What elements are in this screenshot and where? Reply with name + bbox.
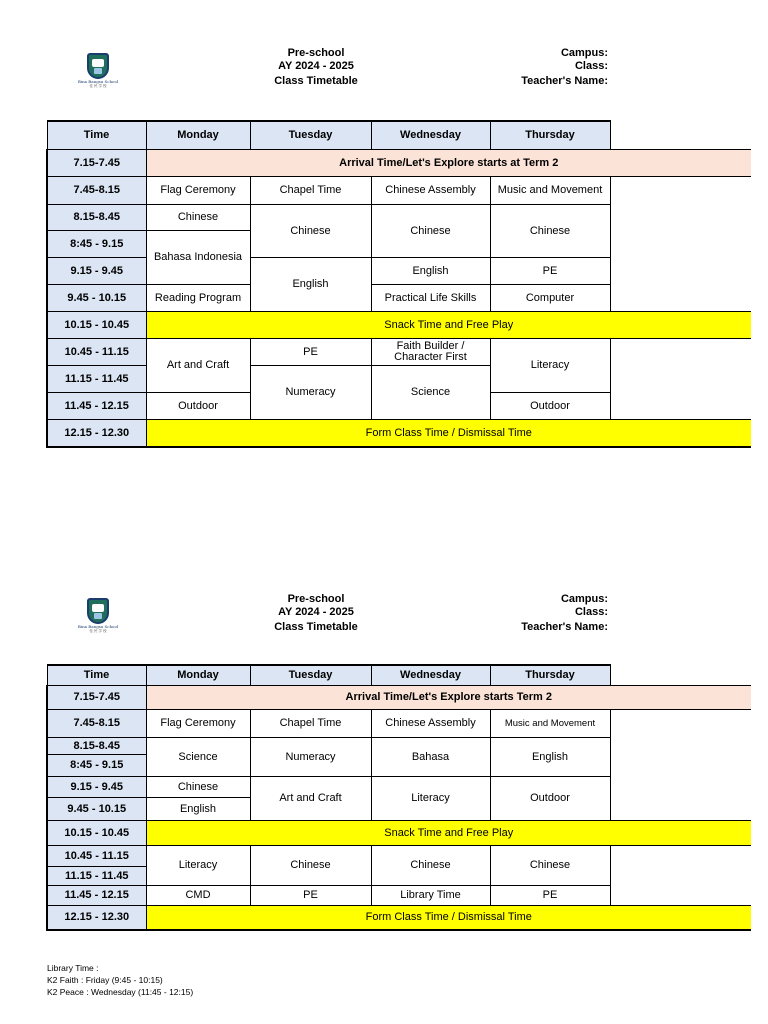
- arrival-cell: Arrival Time/Let's Explore starts at Term 2: [146, 149, 751, 176]
- table-row: [47, 709, 751, 737]
- time-cell: 10.45 - 11.15: [47, 338, 146, 365]
- time-cell: 8:45 - 9.15: [47, 754, 146, 776]
- time-cell: 10.15 - 10.45: [47, 820, 146, 845]
- table-row: [47, 338, 751, 365]
- empty-cell: [610, 284, 751, 311]
- col-header-tuesday: Tuesday: [250, 121, 371, 149]
- class-label: Class:: [574, 606, 608, 618]
- col-header-tuesday: Tuesday: [250, 665, 371, 685]
- time-cell: 12.15 - 12.30: [47, 905, 146, 930]
- lesson-cell: Chinese: [250, 845, 371, 885]
- lesson-cell: English: [371, 257, 490, 284]
- school-crest-icon: [87, 53, 109, 79]
- table-row: [47, 419, 751, 447]
- info-block: [470, 593, 608, 634]
- lesson-cell: Chinese: [490, 845, 610, 885]
- table-row: [47, 885, 751, 905]
- school-crest-icon: [87, 598, 109, 624]
- time-cell: 9.45 - 10.15: [47, 284, 146, 311]
- school-name: Bina Bangsa School: [77, 79, 119, 84]
- title-line-3: Class Timetable: [274, 75, 358, 87]
- table-row: [47, 737, 751, 754]
- empty-cell: [610, 885, 751, 905]
- time-cell: 7.45-8.15: [47, 709, 146, 737]
- timetable-2: [46, 664, 751, 931]
- empty-cell: [610, 204, 751, 230]
- col-header-monday: Monday: [146, 665, 250, 685]
- col-header-wednesday: Wednesday: [371, 665, 490, 685]
- lesson-cell: PE: [250, 885, 371, 905]
- lesson-cell: Chinese Assembly: [371, 709, 490, 737]
- lesson-cell: Computer: [490, 284, 610, 311]
- time-cell: 11.15 - 11.45: [47, 866, 146, 885]
- col-header-thursday: Thursday: [490, 121, 610, 149]
- lesson-cell: Chinese: [146, 776, 250, 797]
- lesson-cell: Numeracy: [250, 365, 371, 419]
- table-row: [47, 905, 751, 930]
- time-cell: 8:45 - 9.15: [47, 230, 146, 257]
- table-row: [47, 176, 751, 204]
- empty-cell: [610, 365, 751, 392]
- lesson-cell: Science: [146, 737, 250, 776]
- time-cell: 11.45 - 12.15: [47, 392, 146, 419]
- campus-label: Campus:: [560, 593, 608, 605]
- lesson-cell: Bahasa: [371, 737, 490, 776]
- lesson-cell: Numeracy: [250, 737, 371, 776]
- table-row: [47, 820, 751, 845]
- lesson-cell: Outdoor: [490, 776, 610, 820]
- table-row: [47, 776, 751, 797]
- snack-cell: Snack Time and Free Play: [146, 311, 751, 338]
- notes-line-3: K2 Peace : Wednesday (11:45 - 12:15): [47, 987, 194, 997]
- col-header-wednesday: Wednesday: [371, 121, 490, 149]
- lesson-cell: Reading Program: [146, 284, 250, 311]
- empty-cell: [610, 392, 751, 419]
- lesson-cell: Music and Movement: [490, 709, 610, 737]
- time-cell: 7.15-7.45: [47, 149, 146, 176]
- time-cell: 7.45-8.15: [47, 176, 146, 204]
- lesson-cell: Chinese: [371, 845, 490, 885]
- empty-cell: [610, 230, 751, 257]
- library-notes: [47, 962, 193, 998]
- empty-cell: [610, 866, 751, 885]
- lesson-cell: Chinese: [371, 204, 490, 257]
- table-row: [47, 204, 751, 230]
- time-cell: 9.15 - 9.45: [47, 257, 146, 284]
- empty-cell: [610, 845, 751, 866]
- title-line-3: Class Timetable: [274, 621, 358, 633]
- table-row: [47, 149, 751, 176]
- lesson-cell: Outdoor: [146, 392, 250, 419]
- lesson-cell: Bahasa Indonesia: [146, 230, 250, 284]
- lesson-cell: Faith Builder / Character First: [371, 338, 490, 365]
- lesson-cell: English: [490, 737, 610, 776]
- lesson-cell: Literacy: [490, 338, 610, 392]
- time-cell: 11.15 - 11.45: [47, 365, 146, 392]
- empty-cell: [610, 776, 751, 797]
- teacher-label: Teacher's Name:: [521, 75, 608, 87]
- info-block: [470, 47, 608, 88]
- empty-cell: [610, 338, 751, 365]
- lesson-cell: Flag Ceremony: [146, 176, 250, 204]
- school-subname: 佳 民 学 校: [89, 629, 107, 633]
- time-cell: 12.15 - 12.30: [47, 419, 146, 447]
- lesson-cell: PE: [490, 885, 610, 905]
- arrival-cell: Arrival Time/Let's Explore starts Term 2: [146, 685, 751, 709]
- lesson-cell: PE: [490, 257, 610, 284]
- title-line-1: Pre-school: [287, 593, 345, 605]
- timetable-1: [46, 120, 751, 448]
- lesson-cell: Literacy: [371, 776, 490, 820]
- lesson-cell: English: [250, 257, 371, 311]
- lesson-cell: Flag Ceremony: [146, 709, 250, 737]
- table-header-row: [47, 121, 751, 149]
- empty-cell: [610, 797, 751, 820]
- title-block: [236, 593, 396, 634]
- lesson-cell: Chinese Assembly: [371, 176, 490, 204]
- lesson-cell: Chapel Time: [250, 709, 371, 737]
- school-logo: [70, 53, 126, 88]
- empty-cell: [610, 176, 751, 204]
- lesson-cell: Art and Craft: [250, 776, 371, 820]
- lesson-cell: Practical Life Skills: [371, 284, 490, 311]
- col-header-time: Time: [47, 121, 146, 149]
- time-cell: 7.15-7.45: [47, 685, 146, 709]
- time-cell: 11.45 - 12.15: [47, 885, 146, 905]
- school-name: Bina Bangsa School: [77, 624, 119, 629]
- table-row: [47, 685, 751, 709]
- lesson-cell: Chinese: [490, 204, 610, 257]
- empty-cell: [610, 737, 751, 754]
- empty-cell: [610, 257, 751, 284]
- col-header-time: Time: [47, 665, 146, 685]
- lesson-cell: CMD: [146, 885, 250, 905]
- lesson-cell: English: [146, 797, 250, 820]
- empty-cell: [610, 754, 751, 776]
- school-logo: [70, 598, 126, 633]
- table-row: [47, 311, 751, 338]
- table-row: [47, 845, 751, 866]
- table-header-row: [47, 665, 751, 685]
- table-row: [47, 284, 751, 311]
- time-cell: 9.15 - 9.45: [47, 776, 146, 797]
- notes-line-1: Library Time :: [47, 963, 99, 973]
- empty-header: [610, 121, 751, 149]
- lesson-cell: Library Time: [371, 885, 490, 905]
- col-header-monday: Monday: [146, 121, 250, 149]
- col-header-thursday: Thursday: [490, 665, 610, 685]
- time-cell: 10.45 - 11.15: [47, 845, 146, 866]
- lesson-cell: Science: [371, 365, 490, 419]
- title-line-2: AY 2024 - 2025: [278, 60, 354, 72]
- teacher-label: Teacher's Name:: [521, 621, 608, 633]
- lesson-cell: PE: [250, 338, 371, 365]
- time-cell: 9.45 - 10.15: [47, 797, 146, 820]
- title-line-1: Pre-school: [287, 47, 345, 59]
- dismissal-cell: Form Class Time / Dismissal Time: [146, 419, 751, 447]
- lesson-cell: Chinese: [146, 204, 250, 230]
- snack-cell: Snack Time and Free Play: [146, 820, 751, 845]
- empty-header: [610, 665, 751, 685]
- lesson-cell: Chapel Time: [250, 176, 371, 204]
- time-cell: 8.15-8.45: [47, 204, 146, 230]
- dismissal-cell: Form Class Time / Dismissal Time: [146, 905, 751, 930]
- lesson-cell: Art and Craft: [146, 338, 250, 392]
- lesson-cell: Outdoor: [490, 392, 610, 419]
- empty-cell: [610, 709, 751, 737]
- title-line-2: AY 2024 - 2025: [278, 606, 354, 618]
- time-cell: 8.15-8.45: [47, 737, 146, 754]
- class-label: Class:: [574, 60, 608, 72]
- lesson-cell: Music and Movement: [490, 176, 610, 204]
- notes-line-2: K2 Faith : Friday (9:45 - 10:15): [47, 975, 163, 985]
- lesson-cell: Chinese: [250, 204, 371, 257]
- time-cell: 10.15 - 10.45: [47, 311, 146, 338]
- title-block: [236, 47, 396, 88]
- school-subname: 佳 民 学 校: [89, 84, 107, 88]
- lesson-cell: Literacy: [146, 845, 250, 885]
- campus-label: Campus:: [560, 47, 608, 59]
